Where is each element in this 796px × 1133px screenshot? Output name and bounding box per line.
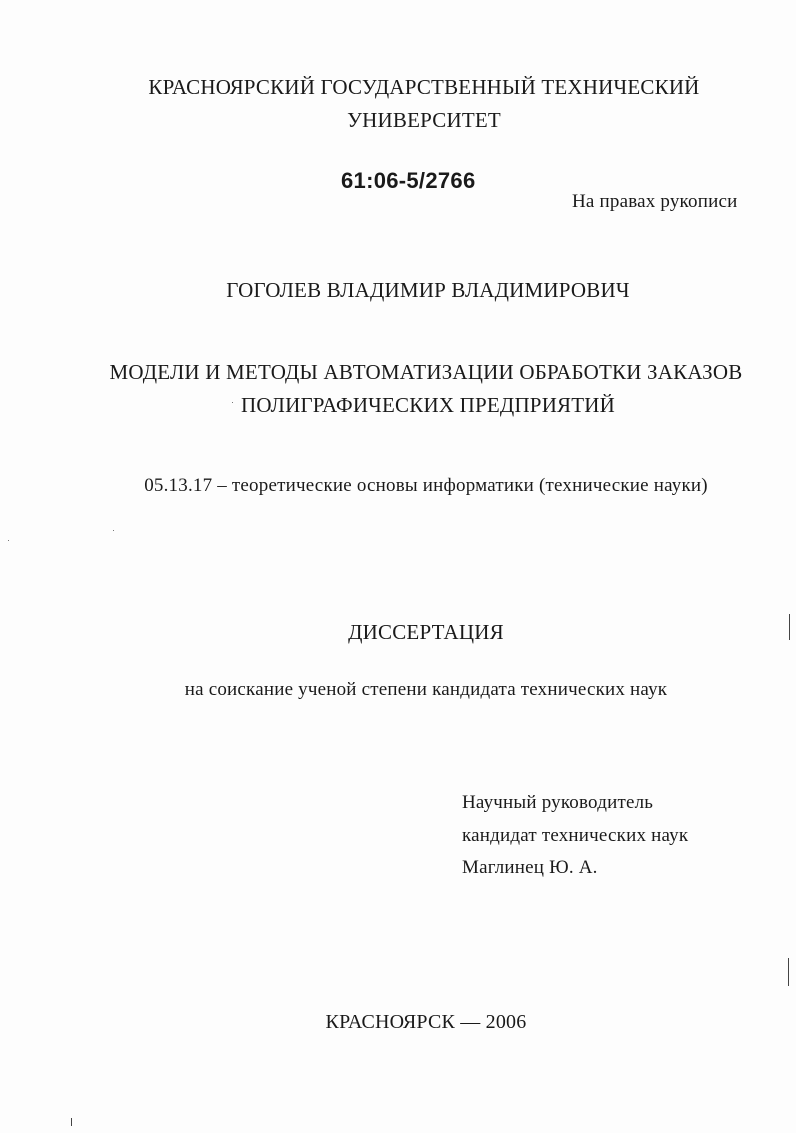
scan-artifact-mark: [71, 1118, 72, 1126]
degree-statement: на соискание ученой степени кандидата технических наук: [184, 679, 668, 700]
scan-artifact-mark: [788, 958, 789, 986]
thesis-title-line1: МОДЕЛИ И МЕТОДЫ АВТОМАТИЗАЦИИ ОБРАБОТКИ ЗАКАЗОВ: [109, 360, 743, 384]
scan-artifact-mark: [789, 614, 790, 640]
scan-artifact-dot: [113, 530, 114, 531]
rights-note: На правах рукописи: [572, 191, 738, 212]
catalog-code: 61:06-5/2766: [341, 168, 476, 193]
supervisor-name: Маглинец Ю. А.: [462, 857, 598, 878]
document-type: ДИССЕРТАЦИЯ: [348, 620, 504, 644]
scan-artifact-dot: [232, 402, 233, 403]
thesis-title-line2: ПОЛИГРАФИЧЕСКИХ ПРЕДПРИЯТИЙ: [240, 393, 616, 417]
supervisor-degree: кандидат технических наук: [462, 825, 689, 846]
university-name-line1: КРАСНОЯРСКИЙ ГОСУДАРСТВЕННЫЙ ТЕХНИЧЕСКИЙ: [148, 75, 700, 99]
supervisor-role: Научный руководитель: [462, 792, 654, 813]
city-year: КРАСНОЯРСК — 2006: [325, 1011, 527, 1033]
scan-artifact-dot: [8, 540, 9, 541]
university-name-line2: УНИВЕРСИТЕТ: [347, 108, 501, 132]
author-name: ГОГОЛЕВ ВЛАДИМИР ВЛАДИМИРОВИЧ: [226, 278, 630, 302]
specialty-code: 05.13.17 – теоретические основы информатики (технические науки): [144, 475, 708, 496]
